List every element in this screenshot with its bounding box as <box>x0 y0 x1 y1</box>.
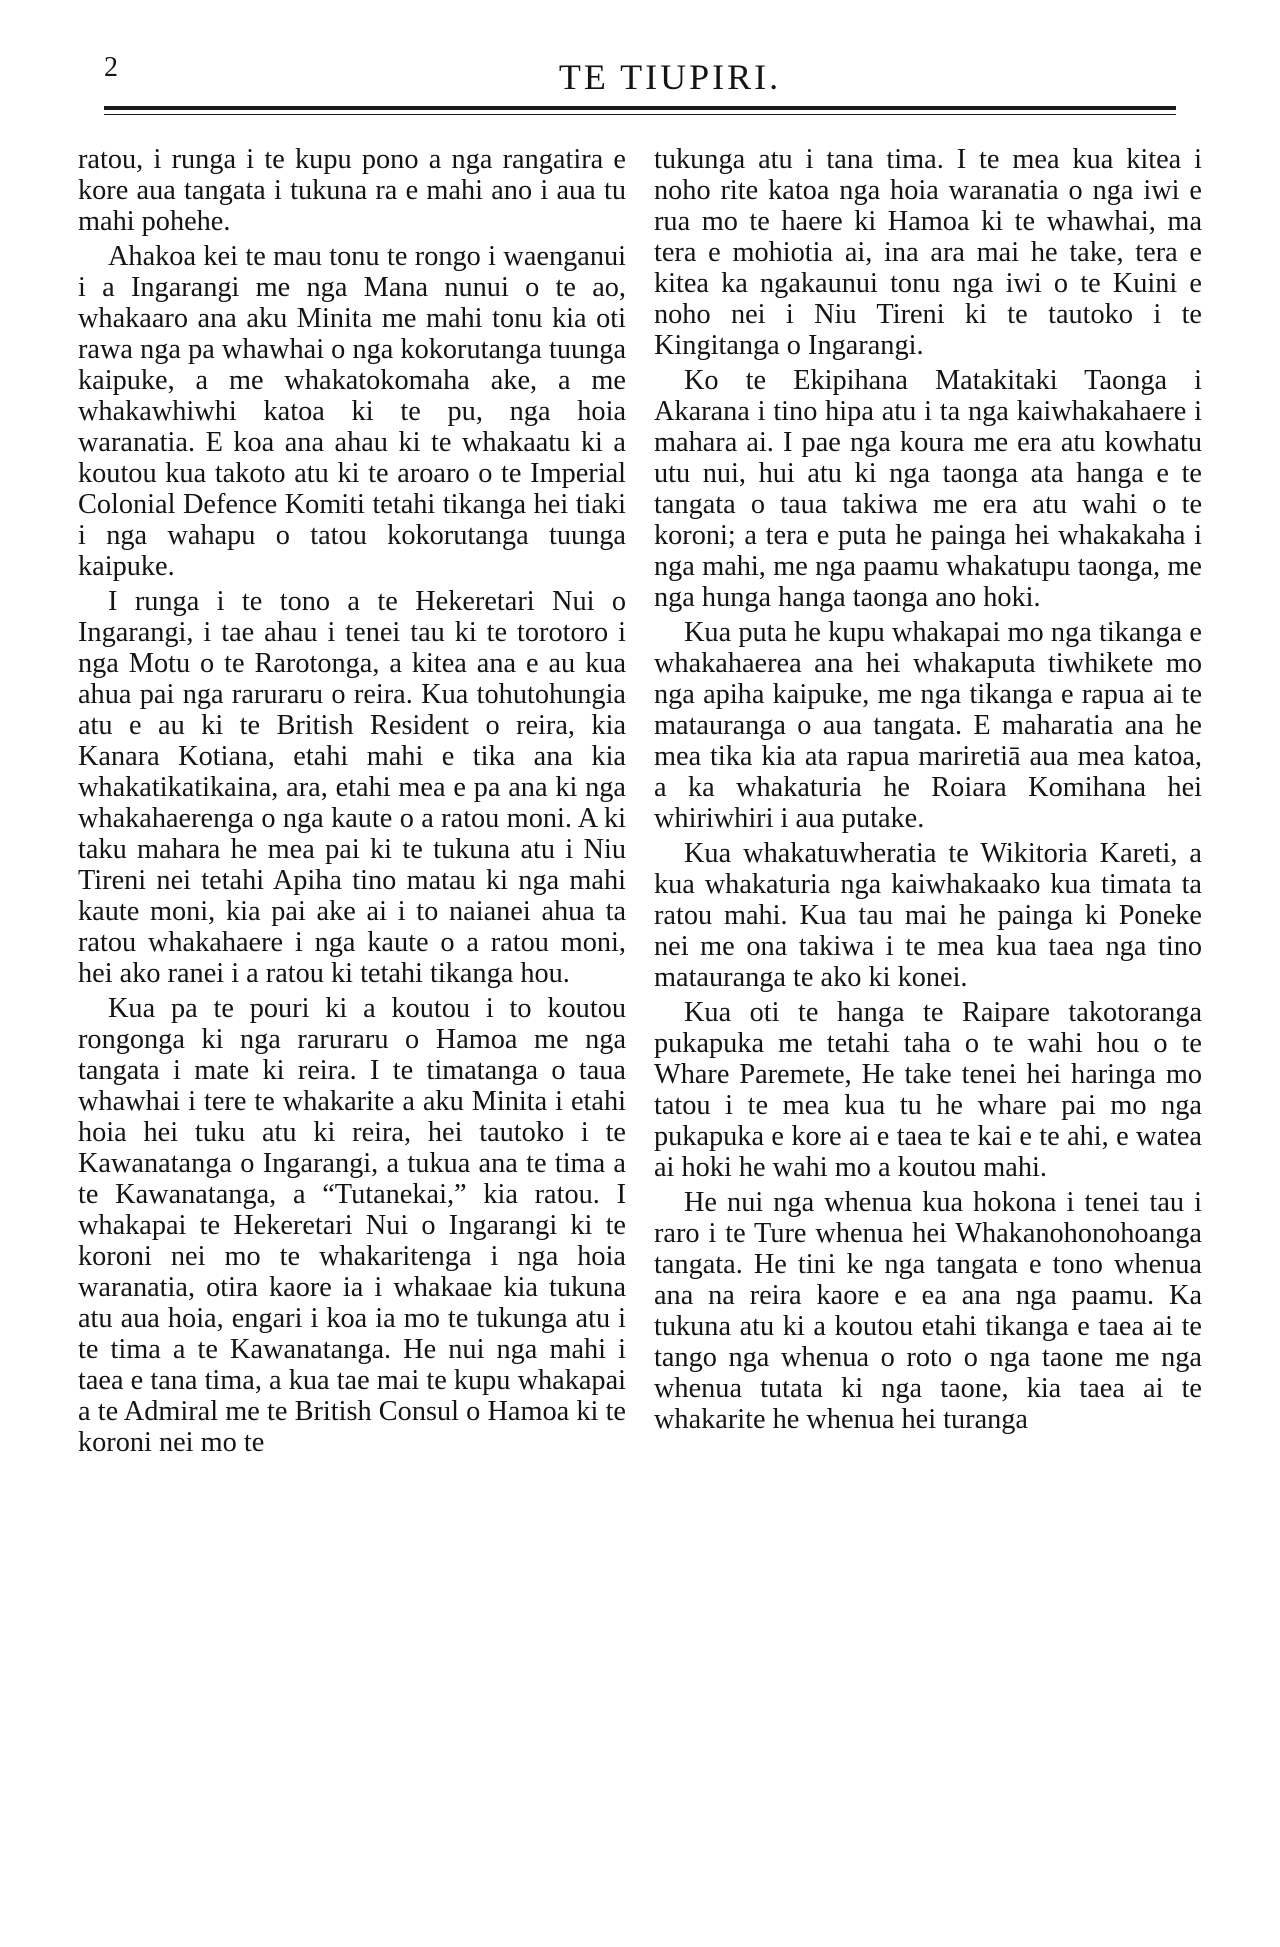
paragraph: Kua pa te pouri ki a koutou i to koutou rongonga ki nga raruraru o Hamoa me nga tangata i mate ki reira. I te timatanga o taua whawhai i tere te whakarite a aku Minita i etahi hoia hei tuku atu ki reira, hei tautoko i te Kawanatanga o Ingarangi, a tukua ana te tima a te Kawanatanga, a “Tutanekai,” kia ratou. I whakapai te Hekeretari Nui o Ingarangi ki te koroni nei mo te whakaritenga i nga hoia waranatia, otira kaore ia i whakaae kia tukuna atu aua hoia, engari i koa ia mo te tukunga atu i te tima a te Kawanatanga. He nui nga mahi i taea e tana tima, a kua tae mai te kupu whakapai a te Admiral me te British Consul o Hamoa ki te koroni nei mo te <box>78 993 626 1458</box>
page-number: 2 <box>104 52 118 83</box>
header-rule <box>104 106 1176 110</box>
paragraph: He nui nga whenua kua hokona i tenei tau i raro i te Ture whenua hei Whakanohonohoanga tangata. He tini ke nga tangata e tono whenua ana na reira kaore e ea ana nga paamu. Ka tukuna atu ki a koutou etahi tikanga e taea ai te tango nga whenua o roto o nga taone me nga whenua tutata ki nga taone, kia taea ai te whakarite he whenua hei turanga <box>654 1187 1202 1435</box>
paragraph: Ahakoa kei te mau tonu te rongo i waenganui i a Ingarangi me nga Mana nunui o te ao, whakaaro ana aku Minita me mahi tonu kia oti rawa nga pa whawhai o nga kokorutanga tuunga kaipuke, a me whakatokomaha ake, a me whakawhiwhi katoa ki te pu, nga hoia waranatia. E koa ana ahau ki te whakaatu ki a koutou kua takoto atu ki te aroaro o te Imperial Colonial Defence Komiti tetahi tikanga hei tiaki i nga wahapu o tatou kokorutanga tuunga kaipuke. <box>78 241 626 582</box>
paragraph: I runga i te tono a te Hekeretari Nui o Ingarangi, i tae ahau i tenei tau ki te torotoro i nga Motu o te Rarotonga, a kitea ana e au kua ahua pai nga raruraru o reira. Kua tohutohungia atu e au ki te British Resident o reira, kia Kanara Kotiana, etahi mahi e tika ana kia whakatikatikaina, ara, etahi mea e pa ana ki nga whakahaerenga o nga kaute o a ratou moni. A ki taku mahara he mea pai ki te tukuna atu i Niu Tireni nei tetahi Apiha tino matau ki nga mahi kaute moni, kia pai ake ai i to naianei ahua ta ratou whakahaere i nga kaute o a ratou moni, hei ako ranei i a ratou ki tetahi tikanga hou. <box>78 586 626 989</box>
left-column <box>78 144 626 1462</box>
paragraph: Kua whakatuwheratia te Wikitoria Kareti, a kua whakaturia nga kaiwhakaako kua timata ta ratou mahi. Kua tau mai he painga ki Poneke nei me ona takiwa i te mea kua taea nga tino matauranga te ako ki konei. <box>654 838 1202 993</box>
running-title: TE TIUPIRI. <box>558 57 782 97</box>
header-rule-thin <box>104 114 1176 115</box>
paragraph: tukunga atu i tana tima. I te mea kua kitea i noho rite katoa nga hoia waranatia o nga iwi e rua mo te haere ki Hamoa ki te whawhai, ma tera e mohiotia ai, ina ara mai he take, tera e kitea ka ngakaunui tonu nga iwi o te Kuini e noho nei i Niu Tireni ki te tautoko i te Kingitanga o Ingarangi. <box>654 144 1202 361</box>
paragraph: Kua puta he kupu whakapai mo nga tikanga e whakahaerea ana hei whakaputa tiwhikete mo nga apiha kaipuke, me nga tikanga e rapua ai te matauranga o aua tangata. E maharatia ana he mea tika kia ata rapua mariretiā aua mea katoa, a ka whakaturia he Roiara Komihana hei whiriwhiri i aua putake. <box>654 617 1202 834</box>
paragraph: Kua oti te hanga te Raipare takotoranga pukapuka me tetahi taha o te wahi hou o te Whare Paremete, He take tenei hei haringa mo tatou i te mea kua tu he whare pai mo nga pukapuka e kore ai e taea te kai e te ahi, e watea ai hoki he wahi mo a koutou mahi. <box>654 997 1202 1183</box>
paragraph: ratou, i runga i te kupu pono a nga rangatira e kore aua tangata i tukuna ra e mahi ano i aua tu mahi pohehe. <box>78 144 626 237</box>
right-column <box>654 144 1202 1439</box>
paragraph: Ko te Ekipihana Matakitaki Taonga i Akarana i tino hipa atu i ta nga kaiwhakahaere i mahara ai. I pae nga koura me era atu kowhatu utu nui, hui atu ki nga taonga ata hanga e te tangata o taua takiwa me era atu wahi o te koroni; a tera e puta he painga hei whakakaha i nga mahi, me nga paamu whakatupu taonga, me nga hunga hanga taonga ano hoki. <box>654 365 1202 613</box>
